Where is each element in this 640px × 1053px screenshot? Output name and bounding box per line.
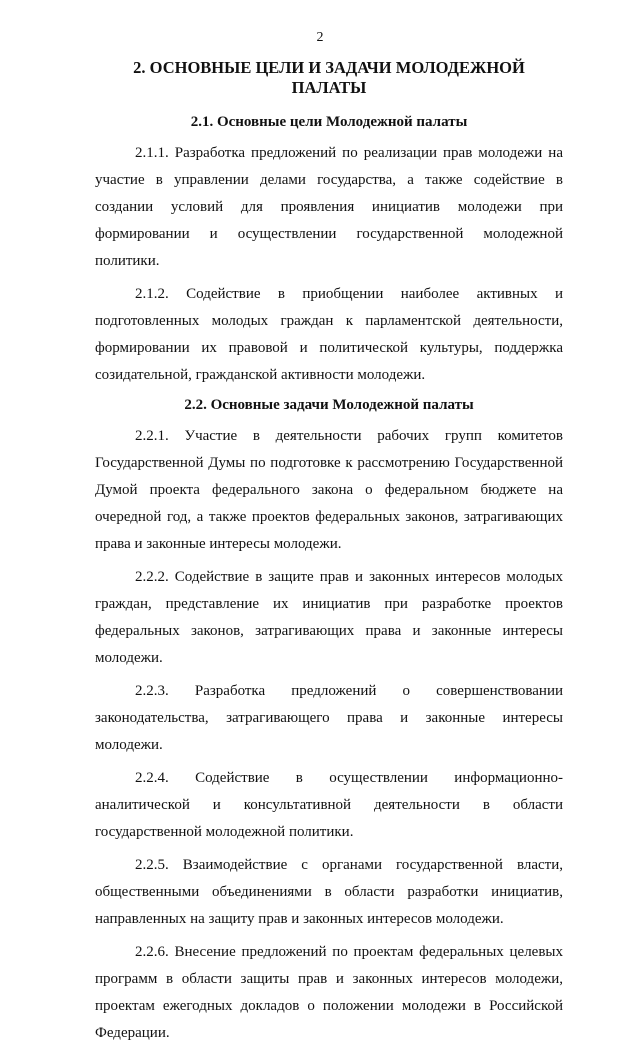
paragraph-2-2-1: 2.2.1. Участие в деятельности рабочих групп комитетов Государственной Думы по подготовке к рассмотрению Государственной Думой проекта федерального закона о федеральном бюджете на очередной год, а также проектов федеральных законов, затрагивающих права и законные интересы молодежи. [95, 428, 563, 552]
subsection-tasks [95, 395, 563, 1047]
document-content [95, 58, 563, 1053]
subsection-title-goals: 2.1. Основные цели Молодежной палаты [190, 114, 468, 130]
paragraph-2-1-1: 2.1.1. Разработка предложений по реализации прав молодежи на участие в управлении делами государства, а также содействие в создании условий для проявления инициатив молодежи при формировании и осуществлении государственной молодежной политики. [95, 145, 563, 269]
paragraph-2-2-3: 2.2.3. Разработка предложений о совершенствовании законодательства, затрагивающего права и законные интересы молодежи. [95, 683, 563, 753]
paragraph-2-2-4: 2.2.4. Содействие в осуществлении информационно-аналитической и консультативной деятельности в области государственной молодежной политики. [95, 770, 563, 840]
paragraph-2-1-2: 2.1.2. Содействие в приобщении наиболее активных и подготовленных молодых граждан к парламентской деятельности, формировании их правовой и политической культуры, поддержка созидательной, гражданской активности молодежи. [95, 286, 563, 383]
page-number: 2 [316, 30, 324, 45]
paragraph-2-2-6: 2.2.6. Внесение предложений по проектам федеральных целевых программ в области защиты прав и законных интересов молодежи, проектам ежегодных докладов о положении молодежи в Российской Федерации. [95, 944, 563, 1041]
paragraph-2-2-5: 2.2.5. Взаимодействие с органами государственной власти, общественными объединениями в области разработки инициатив, направленных на защиту прав и законных интересов молодежи. [95, 857, 563, 927]
subsection-title-tasks: 2.2. Основные задачи Молодежной палаты [184, 397, 474, 413]
paragraph-2-2-2: 2.2.2. Содействие в защите прав и законных интересов молодых граждан, представление их инициатив при разработке проектов федеральных законов, затрагивающих права и законные интересы молодежи. [95, 569, 563, 666]
subsection-goals [95, 112, 563, 389]
section-title: 2. ОСНОВНЫЕ ЦЕЛИ И ЗАДАЧИ МОЛОДЕЖНОЙ ПАЛАТЫ [133, 58, 525, 97]
